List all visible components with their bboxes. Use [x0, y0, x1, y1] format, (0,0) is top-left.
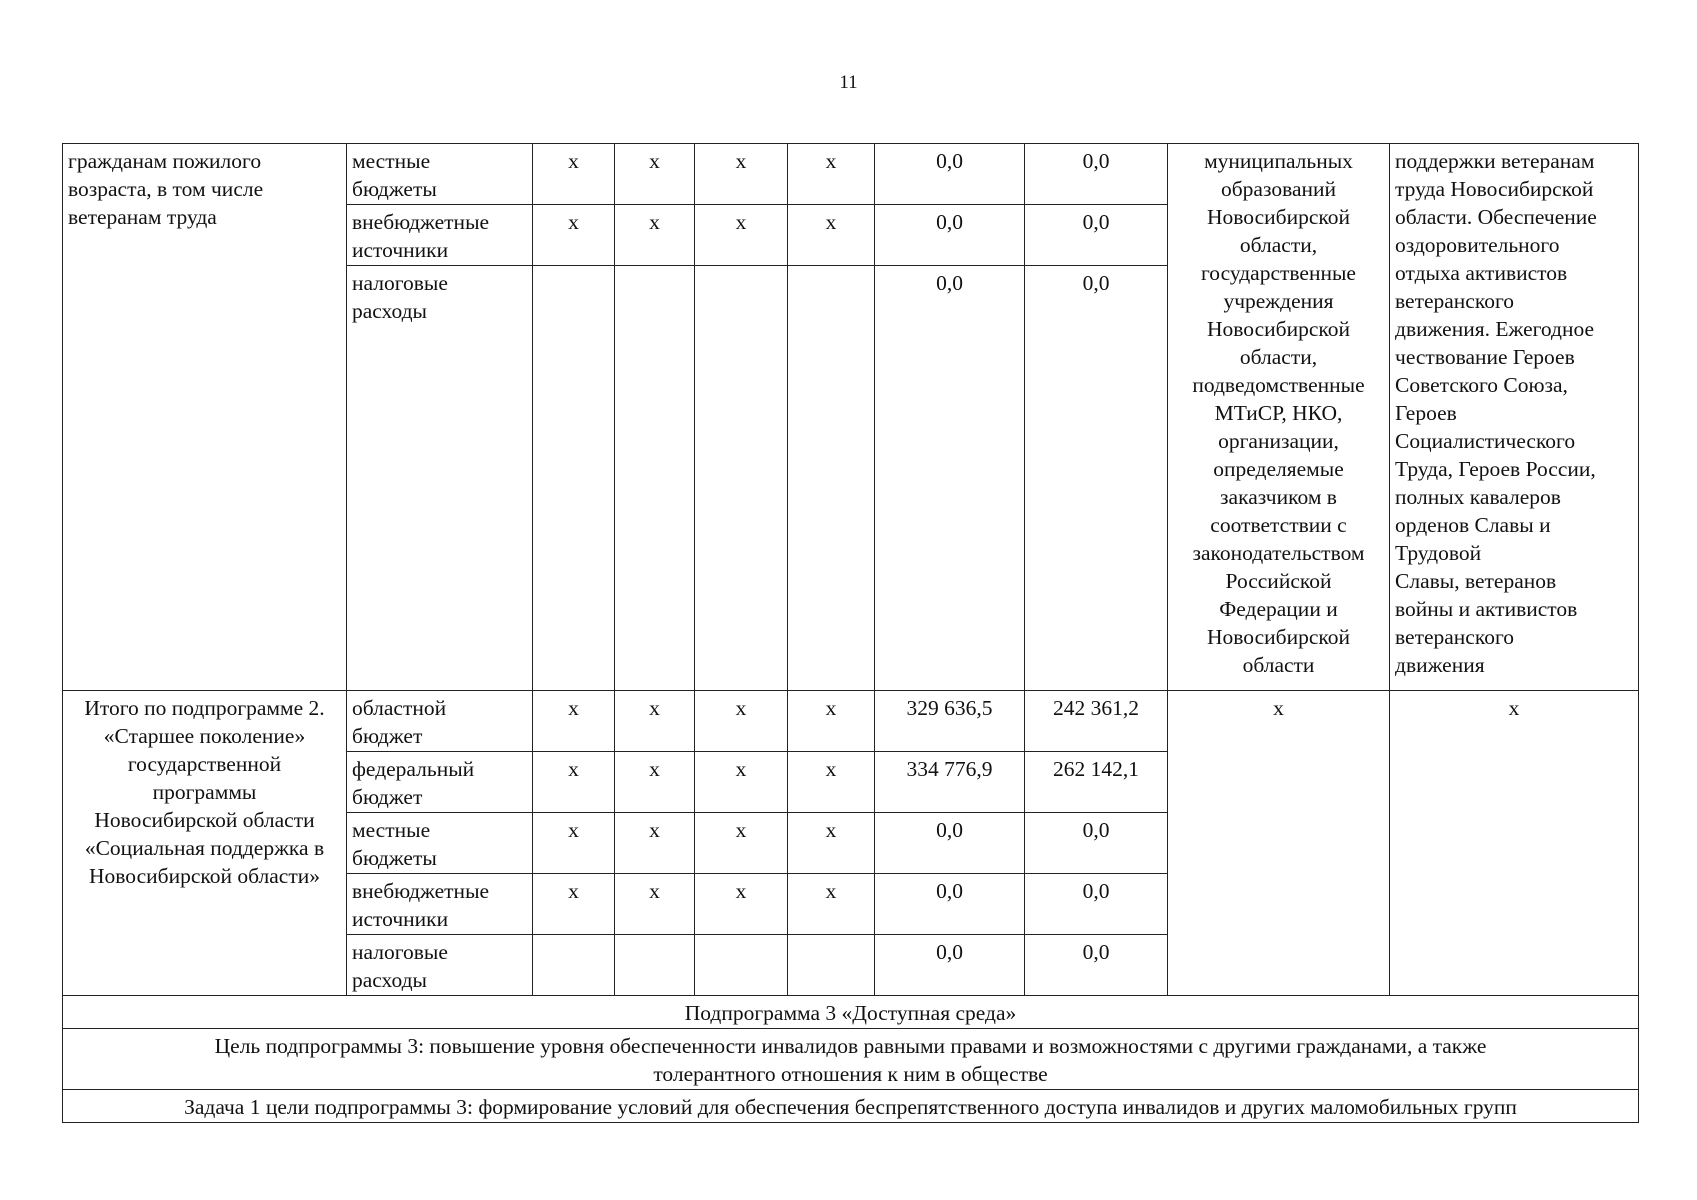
amount-cell: 0,0 [1025, 935, 1168, 996]
indicator-cell: x [533, 874, 615, 935]
amount-cell: 242 361,2 [1025, 691, 1168, 752]
indicator-cell: x [695, 813, 788, 874]
subprogram-title: Подпрограмма 3 «Доступная среда» [63, 996, 1639, 1029]
indicator-cell: x [533, 691, 615, 752]
indicator-cell [788, 266, 875, 691]
funding-source-cell: местные бюджеты [347, 813, 533, 874]
amount-cell: 0,0 [1025, 205, 1168, 266]
indicator-cell: x [788, 205, 875, 266]
indicator-cell: x [615, 691, 695, 752]
indicator-cell [533, 266, 615, 691]
funding-source-cell: местные бюджеты [347, 144, 533, 205]
table-row [63, 144, 1639, 205]
indicator-cell: x [615, 813, 695, 874]
amount-cell: 0,0 [875, 813, 1025, 874]
expected-result-cell: x [1390, 691, 1639, 996]
indicator-cell: x [788, 691, 875, 752]
indicator-cell: x [788, 813, 875, 874]
indicator-cell: x [788, 752, 875, 813]
indicator-cell: x [615, 205, 695, 266]
indicator-cell: x [788, 874, 875, 935]
table-row [63, 1029, 1639, 1090]
amount-cell: 0,0 [875, 935, 1025, 996]
indicator-cell: x [695, 752, 788, 813]
amount-cell: 0,0 [875, 874, 1025, 935]
amount-cell: 0,0 [1025, 266, 1168, 691]
funding-source-cell: налоговые расходы [347, 935, 533, 996]
indicator-cell [788, 935, 875, 996]
table-row [63, 996, 1639, 1029]
amount-cell: 0,0 [1025, 813, 1168, 874]
amount-cell: 262 142,1 [1025, 752, 1168, 813]
indicator-cell: x [695, 691, 788, 752]
funding-source-cell: внебюджетные источники [347, 874, 533, 935]
indicator-cell [695, 266, 788, 691]
amount-cell: 0,0 [875, 144, 1025, 205]
executor-cell: муниципальных образований Новосибирской области, государственные учреждения Новосибирской области, подведомственные МТиСР, НКО, организации, определяемые заказчиком в соответствии с законодательством Российской Федерации и Новосибирской области [1168, 144, 1390, 691]
amount-cell: 0,0 [875, 205, 1025, 266]
indicator-cell [695, 935, 788, 996]
budget-table [62, 143, 1639, 1123]
indicator-cell: x [533, 205, 615, 266]
page-number: 11 [839, 72, 858, 93]
executor-cell: x [1168, 691, 1390, 996]
indicator-cell: x [695, 874, 788, 935]
indicator-cell: x [695, 205, 788, 266]
funding-source-cell: областной бюджет [347, 691, 533, 752]
amount-cell: 329 636,5 [875, 691, 1025, 752]
indicator-cell [615, 935, 695, 996]
indicator-cell: x [615, 874, 695, 935]
indicator-cell [615, 266, 695, 691]
subprogram-task: Задача 1 цели подпрограммы 3: формирование условий для обеспечения беспрепятственного доступа инвалидов и других маломобильных групп [63, 1090, 1639, 1123]
indicator-cell: x [615, 752, 695, 813]
indicator-cell: x [788, 144, 875, 205]
indicator-cell: x [533, 752, 615, 813]
subprogram-goal: Цель подпрограммы 3: повышение уровня обеспеченности инвалидов равными правами и возможностями с другими гражданами, а также толерантного отношения к ним в обществе [63, 1029, 1639, 1090]
subprogram-total-cell: Итого по подпрограмме 2. «Старшее поколение» государственной программы Новосибирской области «Социальная поддержка в Новосибирской области» [63, 691, 347, 996]
event-name-cell: гражданам пожилого возраста, в том числе ветеранам труда [63, 144, 347, 691]
amount-cell: 334 776,9 [875, 752, 1025, 813]
table-row [63, 691, 1639, 752]
indicator-cell: x [615, 144, 695, 205]
funding-source-cell: налоговые расходы [347, 266, 533, 691]
expected-result-cell: поддержки ветеранам труда Новосибирской области. Обеспечение оздоровительного отдыха активистов ветеранского движения. Ежегодное чествование Героев Советского Союза, Героев Социалистического Труда, Героев России, полных кавалеров орденов Славы и Трудовой Славы, ветеранов войны и активистов ветеранского движения [1390, 144, 1639, 691]
indicator-cell: x [533, 813, 615, 874]
funding-source-cell: федеральный бюджет [347, 752, 533, 813]
amount-cell: 0,0 [875, 266, 1025, 691]
table-row [63, 1090, 1639, 1123]
funding-source-cell: внебюджетные источники [347, 205, 533, 266]
indicator-cell [533, 935, 615, 996]
amount-cell: 0,0 [1025, 874, 1168, 935]
amount-cell: 0,0 [1025, 144, 1168, 205]
indicator-cell: x [533, 144, 615, 205]
indicator-cell: x [695, 144, 788, 205]
